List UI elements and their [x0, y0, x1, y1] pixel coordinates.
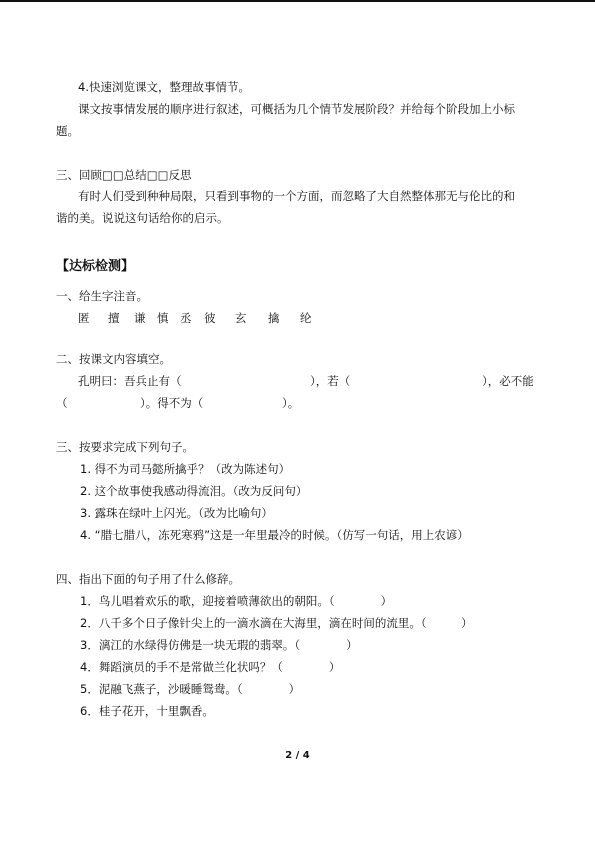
- char-item: 慎: [157, 311, 169, 325]
- q3-item: 3. 露珠在绿叶上闪光。（改为比喻句）: [80, 506, 273, 520]
- section4-line2: 题。: [56, 124, 79, 138]
- section3-title: 三、回顾□□总结□□反思: [56, 168, 192, 182]
- page-number: 2 / 4: [285, 750, 310, 761]
- char-item: 玄: [235, 311, 247, 325]
- q4-item: 4．舞蹈演员的手不是常做兰化状吗？（ ）: [80, 660, 341, 674]
- check-heading: 【达标检测】: [56, 259, 135, 274]
- q2-line2-end: ）。: [282, 396, 300, 410]
- q2-line1-end: ），必不能: [482, 374, 534, 388]
- top-rule: [0, 0, 595, 2]
- char-item: 擒: [268, 311, 280, 325]
- q4-item: 2．八千多个日子像针尖上的一滴水滴在大海里，滴在时间的流里。（ ）: [80, 616, 473, 630]
- char-item: 彼: [204, 311, 216, 325]
- char-item: 擅: [108, 311, 120, 325]
- q3-title: 三、按要求完成下列句子。: [56, 440, 194, 454]
- q2-line2-start: （: [56, 396, 68, 410]
- section3-line2: 谐的美。说说这句话给你的启示。: [56, 211, 229, 225]
- section4-title: 4.快速浏览课文，整理故事情节。: [78, 80, 250, 94]
- section4-line1: 课文按事情发展的顺序进行叙述，可概括为几个情节发展阶段？并给每个阶段加上小标: [78, 102, 515, 116]
- q1-title: 一、给生字注音。: [56, 289, 148, 303]
- q2-line1-middle: ），若（: [310, 374, 351, 388]
- q3-item: 4. “腊七腊八，冻死寒鸦”这是一年里最冷的时候。（仿写一句话，用上农谚）: [80, 528, 469, 542]
- q3-item: 2. 这个故事使我感动得流泪。（改为反问句）: [80, 484, 308, 498]
- q4-item: 1．鸟儿唱着欢乐的歌，迎接着喷薄欲出的朝阳。（ ）: [80, 594, 393, 608]
- q3-item: 1. 得不为司马懿所擒乎？（改为陈述句）: [80, 462, 291, 476]
- q4-item: 5．泥融飞燕子，沙暖睡鸳鸯。（ ）: [80, 682, 301, 696]
- q2-line1-start: 孔明曰：吾兵止有（: [78, 374, 182, 388]
- q4-item: 3．漓江的水绿得仿佛是一块无瑕的翡翠。（ ）: [80, 638, 358, 652]
- section3-line1: 有时人们受到种种局限，只看到事物的一个方面，而忽略了大自然整体那无与伦比的和: [78, 189, 515, 203]
- char-item: 匿: [78, 311, 90, 325]
- q4-title: 四、指出下面的句子用了什么修辞。: [56, 572, 240, 586]
- char-item: 纶: [300, 311, 312, 325]
- q2-title: 二、按课文内容填空。: [56, 352, 171, 366]
- char-item: 谦: [134, 311, 146, 325]
- q2-line2-middle: ）。得不为（: [140, 396, 204, 410]
- q4-item: 6．桂子花开，十里飘香。: [80, 704, 214, 718]
- char-item: 丞: [180, 311, 192, 325]
